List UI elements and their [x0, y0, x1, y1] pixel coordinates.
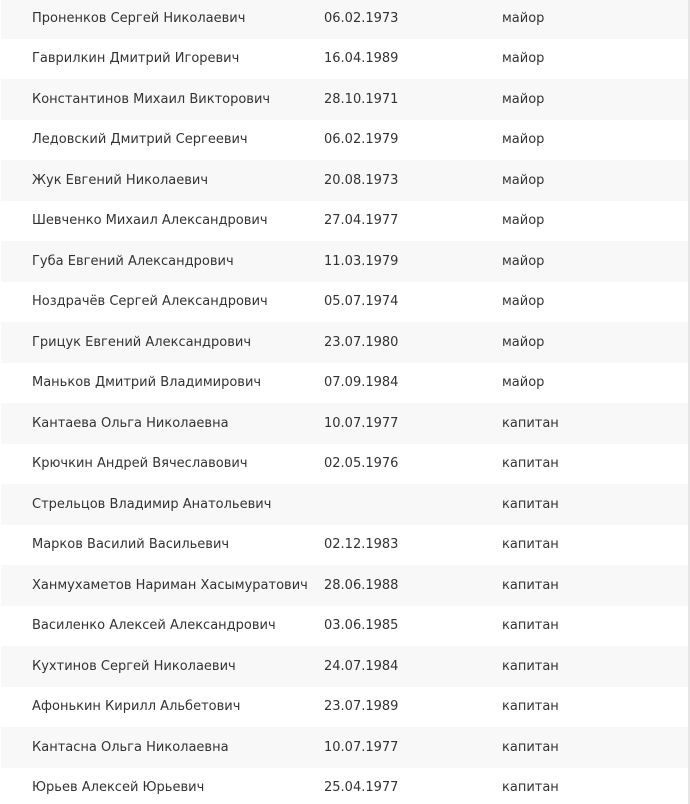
person-name-cell: Кантаева Ольга Николаевна [1, 403, 324, 444]
birth-date-cell: 28.10.1971 [324, 79, 502, 120]
table-row [1, 687, 689, 728]
table-row [1, 282, 689, 323]
table-row [1, 120, 689, 161]
person-name-cell: Константинов Михаил Викторович [1, 79, 324, 120]
rank-cell: майор [502, 160, 689, 201]
table-row [1, 768, 689, 804]
birth-date-cell: 02.05.1976 [324, 444, 502, 485]
table-row [1, 201, 689, 242]
rank-cell: майор [502, 201, 689, 242]
person-name-cell: Кантасна Ольга Николаевна [1, 727, 324, 768]
person-name-cell: Проненков Сергей Николаевич [1, 0, 324, 39]
person-name-cell: Гаврилкин Дмитрий Игоревич [1, 39, 324, 80]
person-name-cell: Афонькин Кирилл Альбетович [1, 687, 324, 728]
rank-cell: майор [502, 363, 689, 404]
person-name-cell: Стрельцов Владимир Анатольевич [1, 484, 324, 525]
birth-date-cell [324, 484, 502, 525]
table-row [1, 727, 689, 768]
rank-cell: капитан [502, 606, 689, 647]
person-name-cell: Ханмухаметов Нариман Хасымуратович [1, 565, 324, 606]
person-name-cell: Ледовский Дмитрий Сергеевич [1, 120, 324, 161]
person-name-cell: Губа Евгений Александрович [1, 241, 324, 282]
personnel-table [1, 0, 689, 804]
rank-cell: капитан [502, 646, 689, 687]
table-row [1, 646, 689, 687]
table-row [1, 606, 689, 647]
rank-cell: капитан [502, 525, 689, 566]
table-row [1, 525, 689, 566]
person-name-cell: Кухтинов Сергей Николаевич [1, 646, 324, 687]
rank-cell: капитан [502, 484, 689, 525]
birth-date-cell: 06.02.1973 [324, 0, 502, 39]
table-row [1, 565, 689, 606]
birth-date-cell: 06.02.1979 [324, 120, 502, 161]
birth-date-cell: 16.04.1989 [324, 39, 502, 80]
birth-date-cell: 11.03.1979 [324, 241, 502, 282]
rank-cell: капитан [502, 768, 689, 804]
person-name-cell: Крючкин Андрей Вячеславович [1, 444, 324, 485]
person-name-cell: Марков Василий Васильевич [1, 525, 324, 566]
table-row [1, 241, 689, 282]
person-name-cell: Маньков Дмитрий Владимирович [1, 363, 324, 404]
birth-date-cell: 07.09.1984 [324, 363, 502, 404]
table-row [1, 484, 689, 525]
table-row [1, 322, 689, 363]
rank-cell: майор [502, 0, 689, 39]
rank-cell: майор [502, 120, 689, 161]
rank-cell: капитан [502, 444, 689, 485]
birth-date-cell: 10.07.1977 [324, 727, 502, 768]
birth-date-cell: 20.08.1973 [324, 160, 502, 201]
table-row [1, 363, 689, 404]
table-row [1, 444, 689, 485]
rank-cell: капитан [502, 403, 689, 444]
birth-date-cell: 28.06.1988 [324, 565, 502, 606]
person-name-cell: Василенко Алексей Александрович [1, 606, 324, 647]
birth-date-cell: 23.07.1989 [324, 687, 502, 728]
person-name-cell: Юрьев Алексей Юрьевич [1, 768, 324, 804]
table-row [1, 79, 689, 120]
table-row [1, 0, 689, 39]
birth-date-cell: 27.04.1977 [324, 201, 502, 242]
rank-cell: майор [502, 322, 689, 363]
birth-date-cell: 23.07.1980 [324, 322, 502, 363]
birth-date-cell: 10.07.1977 [324, 403, 502, 444]
person-name-cell: Грицук Евгений Александрович [1, 322, 324, 363]
table-row [1, 39, 689, 80]
rank-cell: майор [502, 282, 689, 323]
birth-date-cell: 05.07.1974 [324, 282, 502, 323]
person-name-cell: Ноздрачёв Сергей Александрович [1, 282, 324, 323]
rank-cell: капитан [502, 687, 689, 728]
birth-date-cell: 24.07.1984 [324, 646, 502, 687]
rank-cell: капитан [502, 727, 689, 768]
rank-cell: майор [502, 241, 689, 282]
birth-date-cell: 25.04.1977 [324, 768, 502, 804]
rank-cell: майор [502, 39, 689, 80]
table-row [1, 160, 689, 201]
table-row [1, 403, 689, 444]
person-name-cell: Шевченко Михаил Александрович [1, 201, 324, 242]
birth-date-cell: 03.06.1985 [324, 606, 502, 647]
personnel-table-body [1, 0, 689, 804]
birth-date-cell: 02.12.1983 [324, 525, 502, 566]
person-name-cell: Жук Евгений Николаевич [1, 160, 324, 201]
rank-cell: капитан [502, 565, 689, 606]
rank-cell: майор [502, 79, 689, 120]
